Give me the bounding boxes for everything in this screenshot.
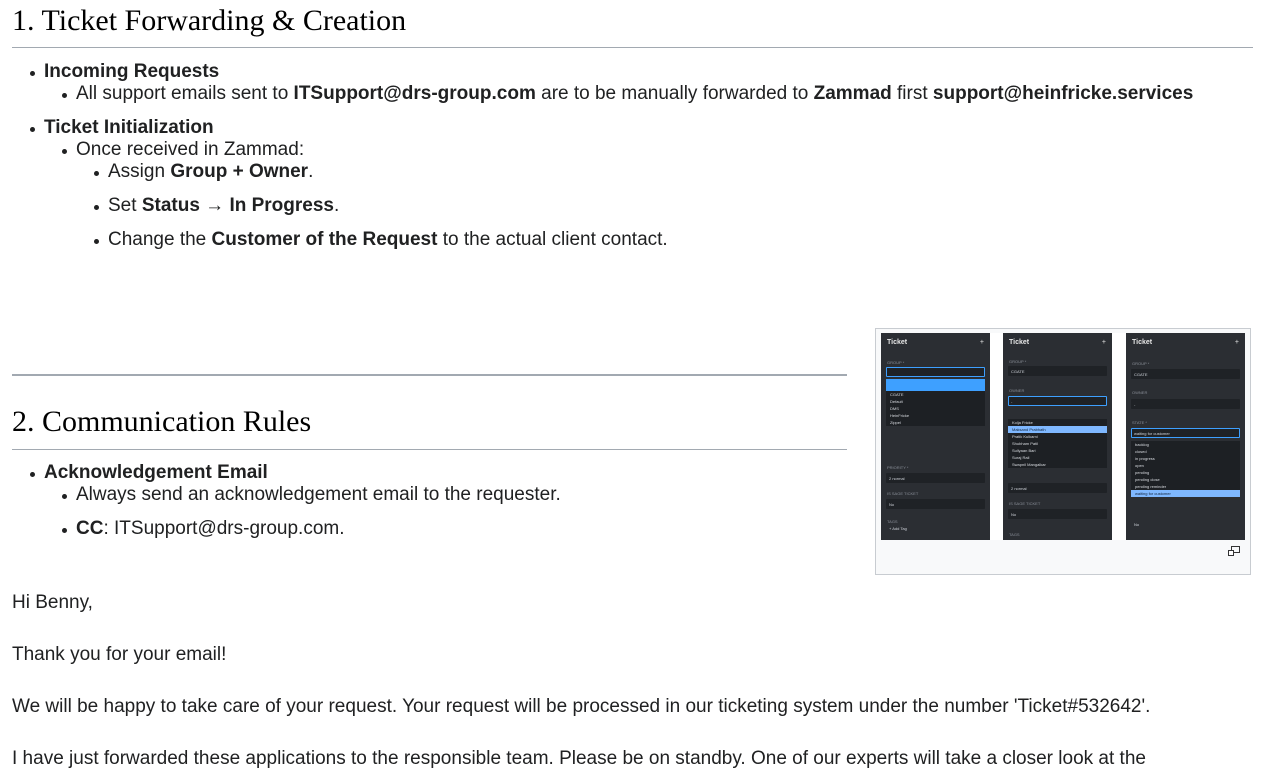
dropdown-option: pending close	[1135, 477, 1160, 482]
panel-title: Ticket	[1132, 339, 1153, 346]
dropdown-option: DMS	[890, 406, 899, 411]
list-item-incoming-requests	[44, 61, 1264, 105]
owner-field	[1008, 396, 1107, 406]
field-label: IS SAGE TICKET	[887, 491, 919, 496]
dropdown-option: pending reminder	[1135, 484, 1167, 489]
item-title: Acknowledgement Email	[44, 462, 268, 483]
text-fragment: first	[891, 83, 933, 104]
list-item-send-ack: Always send an acknowledgement email to the requester.	[76, 484, 844, 506]
field-label: GROUP *	[887, 360, 905, 365]
text-fragment: Set	[108, 195, 142, 216]
sla-field	[886, 499, 985, 509]
dropdown-option: Swapnil Mangalkar	[1012, 462, 1046, 467]
arrow-text: →	[199, 195, 230, 216]
list-item-forwarding-rule	[76, 83, 1264, 105]
owner-field	[1131, 399, 1240, 409]
email-processing-note: We will be happy to take care of your request. Your request will be processed in our ticketing system under the number 'Ticket#532642'.	[12, 696, 1151, 717]
text-fragment: : ITSupport@drs-group.com.	[103, 518, 345, 539]
field-value: + Add Tag	[889, 526, 907, 531]
dropdown-option: Shubham Patil	[1012, 441, 1039, 446]
field-label: TAGS	[1009, 532, 1020, 537]
plus-icon: +	[1101, 339, 1106, 346]
dropdown-option: Zippel	[890, 420, 901, 425]
bold-term: Group + Owner	[170, 161, 309, 182]
section-divider	[12, 374, 847, 376]
figure-thumbnail[interactable]	[875, 328, 1251, 575]
field-label: IS SAGE TICKET	[1009, 501, 1041, 506]
heading-rule	[12, 449, 847, 450]
ticket-forwarding-list	[44, 61, 1264, 263]
dropdown-option: backlog	[1135, 442, 1149, 447]
field-value: -	[1011, 399, 1013, 404]
list-item-cc	[76, 518, 844, 540]
system-name: Zammad	[813, 83, 892, 104]
plus-icon: +	[1234, 339, 1239, 346]
dropdown-option: Pratik Kulkarni	[1012, 434, 1038, 439]
bold-term: Status	[141, 195, 200, 216]
communication-rules-list	[44, 462, 844, 552]
step-assign-group	[108, 161, 1264, 183]
group-dropdown	[886, 379, 985, 426]
email-thanks: Thank you for your email!	[12, 644, 227, 665]
field-label: GROUP *	[1009, 359, 1027, 364]
dropdown-option: HeinFricke	[890, 413, 910, 418]
field-value: No	[889, 502, 895, 507]
text-fragment: are to be manually forwarded to	[535, 83, 814, 104]
dropdown-option: Kolja Fricke	[1012, 420, 1033, 425]
step-set-status	[108, 195, 1264, 217]
panel-title: Ticket	[1009, 339, 1030, 346]
dropdown-option: Suraj Rail	[1012, 455, 1030, 460]
email-greeting: Hi Benny,	[12, 592, 93, 613]
plus-icon: +	[979, 339, 984, 346]
section-heading-communication-rules: 2. Communication Rules	[12, 405, 312, 438]
state-dropdown	[1131, 441, 1240, 497]
field-value: CGATE	[1134, 372, 1148, 377]
field-label: GROUP *	[1132, 361, 1150, 366]
list-item-acknowledgement-email	[44, 462, 844, 540]
text-fragment: Assign	[108, 161, 171, 182]
text-fragment: Once received in Zammad:	[76, 139, 305, 160]
bold-term: CC	[76, 518, 104, 539]
text-fragment: to the actual client contact.	[437, 229, 668, 250]
ticket-panel-owner	[1003, 333, 1112, 540]
bold-term: In Progress	[229, 195, 334, 216]
dropdown-option: Default	[890, 399, 903, 404]
field-value: No	[1011, 512, 1017, 517]
heading-rule	[12, 47, 1253, 48]
email-address: support@heinfricke.services	[932, 83, 1194, 104]
text-fragment: .	[334, 195, 340, 216]
item-title: Incoming Requests	[44, 61, 220, 82]
field-label: PRIORITY *	[887, 465, 909, 470]
field-label: STATE *	[1132, 420, 1147, 425]
field-value: CGATE	[1011, 369, 1025, 374]
field-value: No	[1134, 522, 1140, 527]
zammad-screenshot-image[interactable]	[881, 333, 1245, 540]
panel-title: Ticket	[887, 339, 908, 346]
ticket-panel-state	[1126, 333, 1245, 540]
email-forwarded-note: I have just forwarded these applications to the responsible team. Please be on standby. One of our experts will take a closer look at the	[12, 748, 1146, 769]
ticket-panel-group	[881, 333, 990, 540]
owner-dropdown	[1008, 419, 1107, 468]
dropdown-option: closed	[1135, 449, 1147, 454]
dropdown-option: CGATE	[890, 392, 904, 397]
dropdown-option: Sullyaan Bari	[1012, 448, 1036, 453]
dropdown-option: pending	[1135, 470, 1150, 475]
field-value: 2 normal	[1011, 486, 1027, 491]
text-fragment: Change the	[108, 229, 212, 250]
field-label: OWNER	[1132, 390, 1148, 395]
field-label: TAGS	[887, 519, 898, 524]
dropdown-option: Maksand Prabhath	[1008, 426, 1107, 433]
dropdown-highlight	[886, 379, 985, 391]
field-value: waiting for customer	[1134, 431, 1170, 436]
email-address: ITSupport@drs-group.com	[293, 83, 536, 104]
field-label: OWNER	[1009, 388, 1025, 393]
text-fragment: .	[308, 161, 314, 182]
dropdown-option: open	[1135, 463, 1144, 468]
bold-term: Customer of the Request	[211, 229, 438, 250]
sla-field	[1008, 509, 1107, 519]
item-title: Ticket Initialization	[44, 117, 214, 138]
expand-icon[interactable]	[1228, 546, 1240, 556]
step-change-customer	[108, 229, 1264, 251]
field-value: 2 normal	[889, 476, 905, 481]
list-item-once-received	[76, 139, 1264, 251]
section-heading-ticket-forwarding: 1. Ticket Forwarding & Creation	[12, 4, 407, 37]
field-value: -	[1134, 402, 1136, 407]
list-item-ticket-initialization	[44, 117, 1264, 251]
text-fragment: All support emails sent to	[76, 83, 294, 104]
dropdown-option: waiting for customer	[1131, 490, 1240, 497]
group-field	[886, 367, 985, 377]
dropdown-option: in progress	[1135, 456, 1155, 461]
